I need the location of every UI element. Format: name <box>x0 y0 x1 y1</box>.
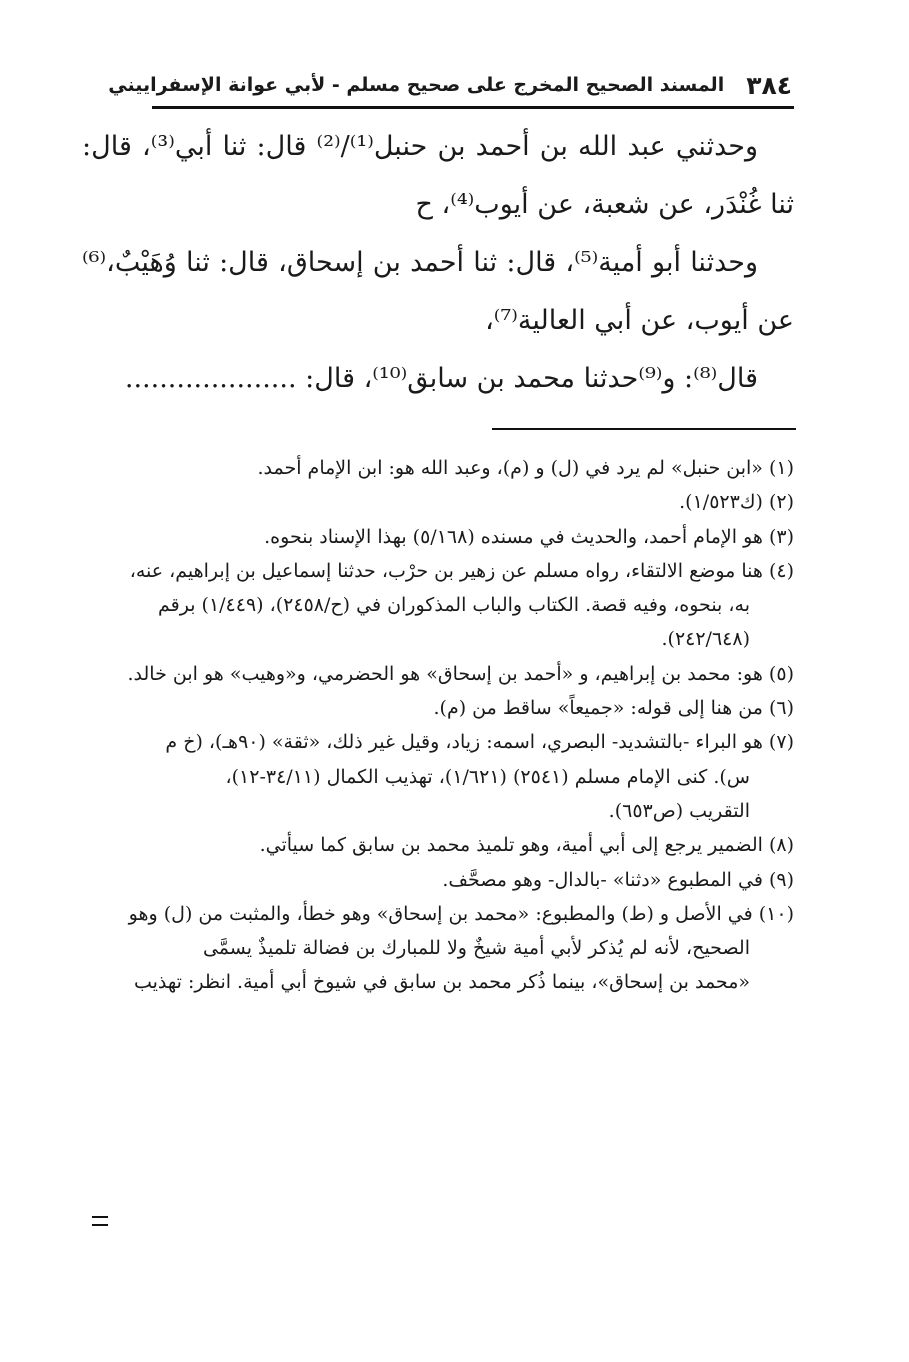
footnote-10: (١٠) في الأصل و (ط) والمطبوع: «محمد بن إسحاق» وهو خطأ، والمثبت من (ل) وهو <box>128 902 794 925</box>
page-header <box>108 66 792 104</box>
footnote-1: (١) «ابن حنبل» لم يرد في (ل) و (م)، وعبد الله هو: ابن الإمام أحمد. <box>257 457 794 479</box>
footnote-10-continued: «محمد بن إسحاق»، بينما ذُكر محمد بن سابق في شيوخ أبي أمية. انظر: تهذيب <box>133 971 750 994</box>
footnote-7-continued: س). كنى الإمام مسلم (٢٥٤١) (١/٦٢١)، تهذيب الكمال (٣٤/١١-١٢)، <box>225 765 750 788</box>
paragraph: وحدثني عبد الله بن أحمد بن حنبل⁽¹⁾/⁽²⁾ قال: ثنا أبي⁽³⁾، قال: ثنا غُنْدَر، عن شعبة، عن أيوب⁽⁴⁾، ح <box>82 131 794 220</box>
footnote-2: (٢) (ك١/٥٢٣). <box>679 491 794 514</box>
footnote-5: (٥) هو: محمد بن إبراهيم، و «أحمد بن إسحاق» هو الحضرمي، و«وهيب» هو ابن خالد. <box>127 662 794 685</box>
ellipsis: .................... <box>124 363 297 394</box>
running-title: المسند الصحيح المخرج على صحيح مسلم - لأبي عوانة الإسفراييني <box>108 74 725 96</box>
footnote-3: (٣) هو الإمام أحمد، والحديث في مسنده (٥/١٦٨) بهذا الإسناد بنحوه. <box>264 525 794 548</box>
footnote-separator <box>492 428 796 430</box>
footnote-7: (٧) هو البراء -بالتشديد- البصري، اسمه: زياد، وقيل غير ذلك، «ثقة» (٩٠هـ)، (خ م <box>165 731 794 754</box>
main-text <box>82 118 794 408</box>
footnote-10-continued: الصحيح، لأنه لم يُذكر لأبي أمية شيخٌ ولا للمبارك بن فضالة تلميذٌ يسمَّى <box>202 937 750 960</box>
continuation-mark <box>92 1216 108 1226</box>
paragraph: وحدثنا أبو أمية⁽⁵⁾، قال: ثنا أحمد بن إسحاق، قال: ثنا وُهَيْبٌ،⁽⁶⁾عن أيوب، عن أبي العالية⁽⁷⁾، <box>82 247 794 336</box>
footnote-6: (٦) من هنا إلى قوله: «جميعاً» ساقط من (م). <box>433 697 794 720</box>
footnote-8: (٨) الضمير يرجع إلى أبي أمية، وهو تلميذ محمد بن سابق كما سيأتي. <box>259 834 794 857</box>
footnote-7-continued: التقريب (ص٦٥٣). <box>608 799 750 822</box>
footnote-9: (٩) في المطبوع «دثنا» -بالدال- وهو مصحَّف. <box>442 868 794 891</box>
footnotes <box>82 451 794 1000</box>
page-number: ٣٨٤ <box>746 70 792 100</box>
footnote-4-continued: (٢٤٢/٦٤٨). <box>661 628 750 651</box>
paragraph-text: قال⁽⁸⁾: و⁽⁹⁾حدثنا محمد بن سابق⁽¹⁰⁾، قال: <box>305 363 758 394</box>
paragraph <box>82 350 794 408</box>
header-rule <box>152 106 794 109</box>
footnote-4-continued: به، بنحوه، وفيه قصة. الكتاب والباب المذكوران في (ح/٢٤٥٨)، (١/٤٤٩) برقم <box>157 594 750 617</box>
footnote-4: (٤) هنا موضع الالتقاء، رواه مسلم عن زهير بن حرْب، حدثنا إسماعيل بن إبراهيم، عنه، <box>129 559 794 582</box>
